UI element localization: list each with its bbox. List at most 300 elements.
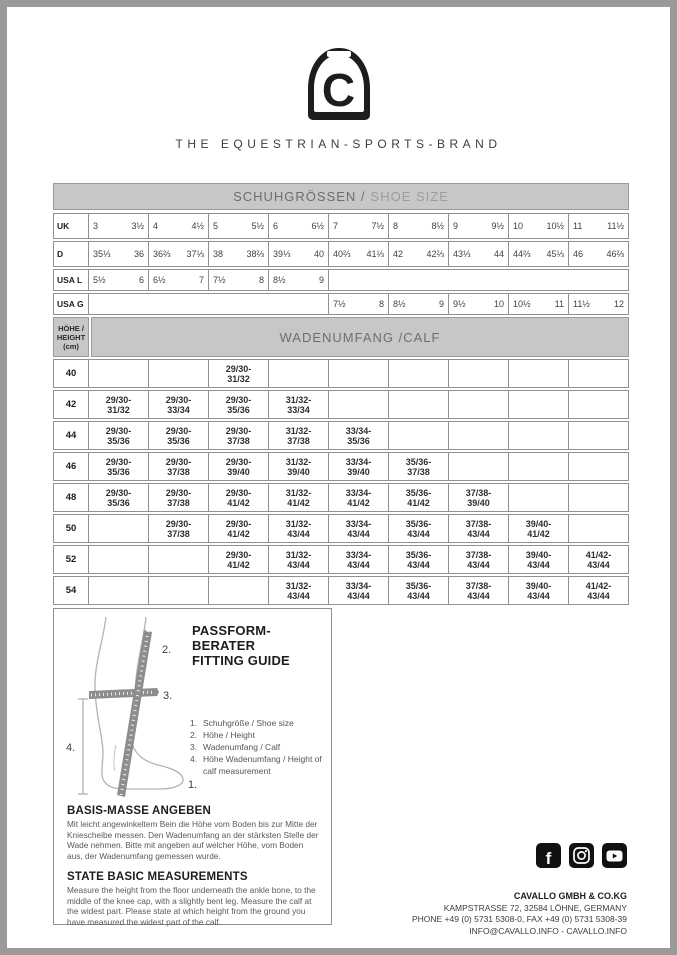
list-item: [190, 729, 322, 741]
calf-value-line: 33/34-: [345, 580, 372, 591]
size-value: 7: [333, 221, 339, 231]
item-number: 3.: [190, 742, 198, 752]
calf-value-line: 35/36: [107, 497, 130, 508]
calf-value-line: 39/40: [287, 466, 310, 477]
size-value: 7½: [371, 221, 384, 231]
fitting-guide-title-en: FITTING GUIDE: [192, 653, 290, 668]
calf-value-line: 41/42: [347, 497, 370, 508]
calf-value-line: 39/40: [347, 466, 370, 477]
basis-measurements-de: [67, 805, 319, 861]
calf-value-line: 33/34-: [345, 549, 372, 560]
size-value: 45⅓: [546, 249, 564, 259]
size-value: 11½: [607, 221, 624, 231]
calf-cell: [209, 514, 269, 543]
calf-cell: [509, 514, 569, 543]
calf-value-line: 43/44: [407, 590, 430, 601]
calf-cell: [149, 452, 209, 481]
calf-value-line: 37/38-: [465, 580, 492, 591]
size-value: 42: [393, 249, 404, 259]
company-address: KAMPSTRASSE 72, 32584 LÖHNE, GERMANY: [443, 902, 627, 913]
calf-cell: [569, 452, 629, 481]
size-value: 8: [393, 221, 399, 231]
calf-value-line: 31/32-: [285, 425, 312, 436]
calf-rows: [53, 359, 629, 605]
calf-cell: [449, 390, 509, 419]
calf-value-line: 33/34: [287, 404, 310, 415]
shoe-size-cell: [149, 269, 209, 291]
calf-value-line: 43/44: [347, 559, 370, 570]
calf-row: [53, 514, 629, 543]
calf-value-line: 31/32-: [285, 487, 312, 498]
shoe-size-cell: [89, 213, 149, 239]
item-text: Höhe Wadenumfang / Height of calf measurement: [203, 754, 322, 776]
calf-cell: [329, 545, 389, 574]
calf-cell: [449, 421, 509, 450]
calf-cell: [569, 545, 629, 574]
calf-table-header: [91, 317, 629, 357]
calf-cell: [209, 359, 269, 388]
diagram-label-1: 1.: [188, 779, 198, 791]
shoe-size-cell: [89, 269, 149, 291]
calf-value-line: 41/42-: [585, 580, 612, 591]
calf-cell: [269, 390, 329, 419]
shoe-size-rows: [53, 213, 629, 315]
size-value: 44⅔: [513, 249, 531, 259]
size-value: 8½: [431, 221, 444, 231]
calf-value-line: 41/42: [227, 528, 250, 539]
size-value: 43⅓: [453, 249, 471, 259]
calf-cell: [329, 390, 389, 419]
item-number: 4.: [190, 754, 198, 764]
calf-value-line: 29/30-: [105, 487, 132, 498]
calf-value-line: 29/30-: [165, 518, 192, 529]
calf-row: [53, 483, 629, 512]
size-value: 8: [258, 275, 264, 285]
size-value: 40⅔: [333, 249, 351, 259]
facebook-icon[interactable]: f: [536, 843, 561, 868]
calf-value-line: 35/36: [227, 404, 250, 415]
company-phone-fax: PHONE +49 (0) 5731 5308-0, FAX +49 (0) 5731 5308-39: [412, 914, 627, 924]
instagram-icon[interactable]: [569, 843, 594, 868]
item-number: 1.: [190, 718, 198, 728]
basis-body-en: Measure the height from the floor underneath the ankle bone, to the middle of the knee cap, with a slightly bent leg. Measure the calf at the widest part. Please state at which height from the ground you have measured the widest part of the calf.: [67, 885, 316, 927]
corner-line: HÖHE /: [58, 323, 84, 333]
calf-cell: [269, 483, 329, 512]
size-value: 5½: [93, 275, 106, 285]
calf-height-label: 48: [53, 483, 89, 512]
calf-value-line: 31/32-: [285, 518, 312, 529]
size-value: 38⅔: [246, 249, 264, 259]
item-text: Höhe / Height: [203, 730, 255, 740]
calf-cell: [209, 452, 269, 481]
calf-value-line: 29/30-: [225, 425, 252, 436]
calf-cell: [329, 514, 389, 543]
size-value: 46⅔: [606, 249, 624, 259]
calf-value-line: 29/30-: [225, 363, 252, 374]
size-value: 3: [93, 221, 99, 231]
shoe-size-cell: [209, 213, 269, 239]
calf-value-line: 35/36-: [405, 580, 432, 591]
calf-cell: [509, 359, 569, 388]
size-value: 46: [573, 249, 584, 259]
list-item: [190, 741, 322, 753]
size-value: 4½: [191, 221, 204, 231]
calf-row: [53, 390, 629, 419]
stirrup-slot: [327, 51, 351, 57]
calf-cell: [509, 545, 569, 574]
size-value: 10½: [546, 221, 564, 231]
list-item: [190, 753, 322, 777]
calf-cell: [89, 452, 149, 481]
calf-value-line: 43/44: [467, 559, 490, 570]
calf-value-line: 43/44: [407, 559, 430, 570]
size-value: 7½: [213, 275, 226, 285]
calf-cell: [269, 576, 329, 605]
calf-value-line: 43/44: [467, 590, 490, 601]
size-value: 37⅓: [186, 249, 204, 259]
calf-value-line: 31/32-: [285, 456, 312, 467]
shoe-row-label: UK: [53, 213, 89, 239]
shoe-row-label: USA L: [53, 269, 89, 291]
calf-value-line: 29/30-: [165, 487, 192, 498]
calf-cell: [449, 452, 509, 481]
shoe-row-label: USA G: [53, 293, 89, 315]
calf-cell: [269, 514, 329, 543]
calf-cell: [389, 545, 449, 574]
shoe-size-cell: [449, 241, 509, 267]
calf-value-line: 29/30-: [225, 549, 252, 560]
calf-value-line: 29/30-: [165, 425, 192, 436]
calf-cell: [389, 359, 449, 388]
size-value: 9: [453, 221, 459, 231]
calf-cell: [389, 483, 449, 512]
logo-letter: C: [321, 64, 356, 116]
calf-value-line: 37/38: [407, 466, 430, 477]
diagram-label-2: 2.: [162, 644, 172, 656]
calf-cell: [329, 452, 389, 481]
calf-cell: [209, 545, 269, 574]
shoe-size-title-en: SHOE SIZE: [370, 189, 449, 204]
calf-value-line: 43/44: [587, 590, 610, 601]
size-value: 10½: [513, 299, 531, 309]
calf-value-line: 37/38-: [465, 518, 492, 529]
size-value: 42⅔: [426, 249, 444, 259]
size-value: 35⅓: [93, 249, 111, 259]
calf-value-line: 35/36-: [405, 487, 432, 498]
calf-cell: [569, 390, 629, 419]
shoe-size-cell: [209, 241, 269, 267]
calf-cell: [449, 576, 509, 605]
shoe-size-cell: [149, 213, 209, 239]
calf-cell: [149, 483, 209, 512]
calf-value-line: 43/44: [527, 559, 550, 570]
calf-value-line: 41/42: [287, 497, 310, 508]
list-item: [190, 717, 322, 729]
size-value: 7½: [333, 299, 346, 309]
calf-cell: [389, 514, 449, 543]
size-value: 10: [493, 299, 504, 309]
basis-measurements-en: [67, 871, 319, 927]
item-text: Schuhgröße / Shoe size: [203, 718, 294, 728]
size-value: 6½: [311, 221, 324, 231]
calf-value-line: 29/30-: [105, 425, 132, 436]
calf-cell: [89, 576, 149, 605]
size-value: 6½: [153, 275, 166, 285]
calf-cell: [449, 545, 509, 574]
brand-tagline: THE EQUESTRIAN-SPORTS-BRAND: [175, 137, 502, 151]
calf-height-label: 54: [53, 576, 89, 605]
calf-cell: [149, 390, 209, 419]
shoe-size-row: [53, 213, 629, 239]
size-value: 11: [554, 299, 564, 309]
calf-value-line: 35/36: [107, 466, 130, 477]
shoe-row-label: D: [53, 241, 89, 267]
fitting-guide-box: [53, 608, 332, 925]
shoe-size-table: [53, 183, 629, 317]
calf-value-line: 31/32-: [285, 549, 312, 560]
calf-cell: [509, 483, 569, 512]
size-value: 40: [313, 249, 324, 259]
company-info: [412, 891, 627, 937]
size-value: 11: [573, 221, 583, 231]
basis-heading-de: BASIS-MASSE ANGEBEN: [67, 805, 211, 817]
calf-value-line: 37/38: [287, 435, 310, 446]
calf-cell: [509, 576, 569, 605]
calf-cell: [89, 390, 149, 419]
calf-value-line: 37/38: [167, 466, 190, 477]
shoe-size-table-header: [53, 183, 629, 210]
calf-cell: [209, 483, 269, 512]
calf-value-line: 29/30-: [105, 456, 132, 467]
calf-cell: [149, 359, 209, 388]
calf-value-line: 37/38-: [465, 549, 492, 560]
calf-value-line: 33/34-: [345, 456, 372, 467]
shoe-size-row: [53, 269, 629, 291]
calf-row: [53, 421, 629, 450]
calf-cell: [149, 421, 209, 450]
fitting-guide-list: [190, 717, 322, 777]
calf-height-label: 44: [53, 421, 89, 450]
calf-row: [53, 545, 629, 574]
size-value: 4: [153, 221, 159, 231]
basis-body-de: Mit leicht angewinkeltem Bein die Höhe vom Boden bis zur Mitte der Kniescheibe messen. Den Wadenumfang an der stärksten Stelle der Wade nehmen. Bitte mit angeben auf welcher Höhe, vom Boden aus, der Wadenumfang gemessen wurde.: [67, 819, 319, 861]
calf-value-line: 35/36: [347, 435, 370, 446]
calf-value-line: 35/36-: [405, 518, 432, 529]
item-number: 2.: [190, 730, 198, 740]
size-value: 7: [198, 275, 204, 285]
calf-cell: [269, 421, 329, 450]
calf-row: [53, 452, 629, 481]
calf-value-line: 33/34: [167, 404, 190, 415]
calf-cell: [89, 514, 149, 543]
calf-value-line: 43/44: [347, 528, 370, 539]
height-corner-cell: [53, 317, 89, 357]
calf-value-line: 37/38-: [465, 487, 492, 498]
size-value: 5½: [251, 221, 264, 231]
calf-value-line: 43/44: [347, 590, 370, 601]
calf-cell: [449, 359, 509, 388]
calf-cell: [149, 576, 209, 605]
calf-value-line: 33/34-: [345, 487, 372, 498]
fitting-guide-title-de: PASSFORM-BERATER: [192, 623, 271, 653]
size-value: 12: [613, 299, 624, 309]
size-value: 41⅓: [366, 249, 384, 259]
calf-value-line: 43/44: [587, 559, 610, 570]
shoe-size-cell: [389, 293, 449, 315]
calf-cell: [329, 576, 389, 605]
shoe-size-cell: [329, 213, 389, 239]
calf-height-label: 46: [53, 452, 89, 481]
corner-line: HEIGHT: [56, 332, 86, 342]
size-value: 3½: [131, 221, 144, 231]
shoe-size-cell: [569, 213, 629, 239]
calf-cell: [269, 452, 329, 481]
shoe-size-cell: [89, 241, 149, 267]
calf-cell: [89, 421, 149, 450]
shoe-size-row: [53, 241, 629, 267]
calf-value-line: 41/42: [407, 497, 430, 508]
empty-cells: [89, 293, 329, 315]
calf-table: [53, 317, 629, 607]
company-email-web[interactable]: INFO@CAVALLO.INFO - CAVALLO.INFO: [469, 925, 627, 936]
calf-value-line: 35/36-: [405, 549, 432, 560]
calf-cell: [329, 359, 389, 388]
calf-cell: [209, 576, 269, 605]
size-value: 8½: [273, 275, 286, 285]
size-value: 11½: [573, 299, 590, 309]
size-value: 6: [138, 275, 144, 285]
calf-cell: [389, 421, 449, 450]
size-value: 38: [213, 249, 224, 259]
calf-cell: [569, 359, 629, 388]
calf-value-line: 35/36: [107, 435, 130, 446]
calf-value-line: 29/30-: [225, 487, 252, 498]
calf-value-line: 41/42-: [585, 549, 612, 560]
calf-value-line: 33/34-: [345, 425, 372, 436]
calf-title-de: WADENUMFANG /: [279, 329, 404, 345]
calf-value-line: 39/40-: [525, 549, 552, 560]
calf-value-line: 31/32-: [285, 580, 312, 591]
calf-cell: [269, 359, 329, 388]
calf-cell: [89, 545, 149, 574]
shoe-size-cell: [389, 241, 449, 267]
calf-height-label: 40: [53, 359, 89, 388]
calf-title-en: CALF: [403, 329, 441, 345]
calf-cell: [569, 421, 629, 450]
calf-cell: [389, 390, 449, 419]
diagram-label-4: 4.: [66, 742, 76, 754]
calf-cell: [89, 483, 149, 512]
calf-value-line: 35/36: [167, 435, 190, 446]
youtube-icon[interactable]: [602, 843, 627, 868]
shoe-size-cell: [269, 269, 329, 291]
size-value: 5: [213, 221, 219, 231]
size-value: 8½: [393, 299, 406, 309]
shoe-size-cell: [509, 241, 569, 267]
calf-cell: [449, 514, 509, 543]
calf-cell: [389, 452, 449, 481]
shoe-size-cell: [389, 213, 449, 239]
size-value: 9: [318, 275, 324, 285]
calf-value-line: 35/36-: [405, 456, 432, 467]
calf-value-line: 39/40-: [525, 518, 552, 529]
calf-row: [53, 576, 629, 605]
calf-value-line: 43/44: [287, 590, 310, 601]
shoe-size-cell: [509, 293, 569, 315]
calf-cell: [209, 390, 269, 419]
cavallo-stirrup-logo-icon: [308, 48, 370, 120]
size-value: 10: [513, 221, 524, 231]
shoe-size-cell: [269, 213, 329, 239]
calf-cell: [449, 483, 509, 512]
calf-value-line: 29/30-: [225, 394, 252, 405]
calf-value-line: 29/30-: [165, 394, 192, 405]
company-name: CAVALLO GMBH & CO.KG: [513, 891, 627, 901]
calf-value-line: 37/38: [167, 528, 190, 539]
document-page: [7, 7, 670, 948]
corner-line: (cm): [63, 341, 79, 351]
size-value: 44: [493, 249, 504, 259]
empty-cells: [329, 269, 629, 291]
calf-value-line: 43/44: [527, 590, 550, 601]
calf-value-line: 39/40: [227, 466, 250, 477]
size-value: 6: [273, 221, 279, 231]
calf-cell: [569, 576, 629, 605]
calf-cell: [149, 545, 209, 574]
size-value: 36⅔: [153, 249, 171, 259]
basis-heading-en: STATE BASIC MEASUREMENTS: [67, 871, 248, 883]
shoe-size-cell: [449, 213, 509, 239]
size-value: 39⅓: [273, 249, 291, 259]
calf-cell: [509, 452, 569, 481]
size-value: 9: [438, 299, 444, 309]
calf-value-line: 43/44: [407, 528, 430, 539]
calf-cell: [389, 576, 449, 605]
calf-cell: [509, 390, 569, 419]
size-value: 9½: [453, 299, 466, 309]
calf-value-line: 39/40-: [525, 580, 552, 591]
calf-value-line: 29/30-: [105, 394, 132, 405]
calf-cell: [329, 421, 389, 450]
calf-value-line: 31/32-: [285, 394, 312, 405]
shoe-size-cell: [149, 241, 209, 267]
calf-height-label: 42: [53, 390, 89, 419]
diagram-label-3: 3.: [163, 690, 173, 702]
calf-value-line: 41/42: [227, 497, 250, 508]
calf-height-label: 52: [53, 545, 89, 574]
calf-cell: [329, 483, 389, 512]
shoe-size-title-de: SCHUHGRÖSSEN /: [233, 189, 366, 204]
calf-value-line: 39/40: [467, 497, 490, 508]
calf-cell: [89, 359, 149, 388]
shoe-size-cell: [209, 269, 269, 291]
shoe-size-cell: [509, 213, 569, 239]
calf-value-line: 31/32: [227, 373, 250, 384]
calf-value-line: 33/34-: [345, 518, 372, 529]
shoe-size-cell: [569, 241, 629, 267]
calf-cell: [209, 421, 269, 450]
shoe-size-cell: [569, 293, 629, 315]
calf-cell: [569, 483, 629, 512]
calf-value-line: 43/44: [467, 528, 490, 539]
calf-value-line: 29/30-: [225, 518, 252, 529]
fitting-guide-title: [192, 623, 331, 668]
calf-value-line: 43/44: [287, 559, 310, 570]
calf-cell: [569, 514, 629, 543]
calf-cell: [509, 421, 569, 450]
calf-value-line: 29/30-: [225, 456, 252, 467]
calf-cell: [149, 514, 209, 543]
